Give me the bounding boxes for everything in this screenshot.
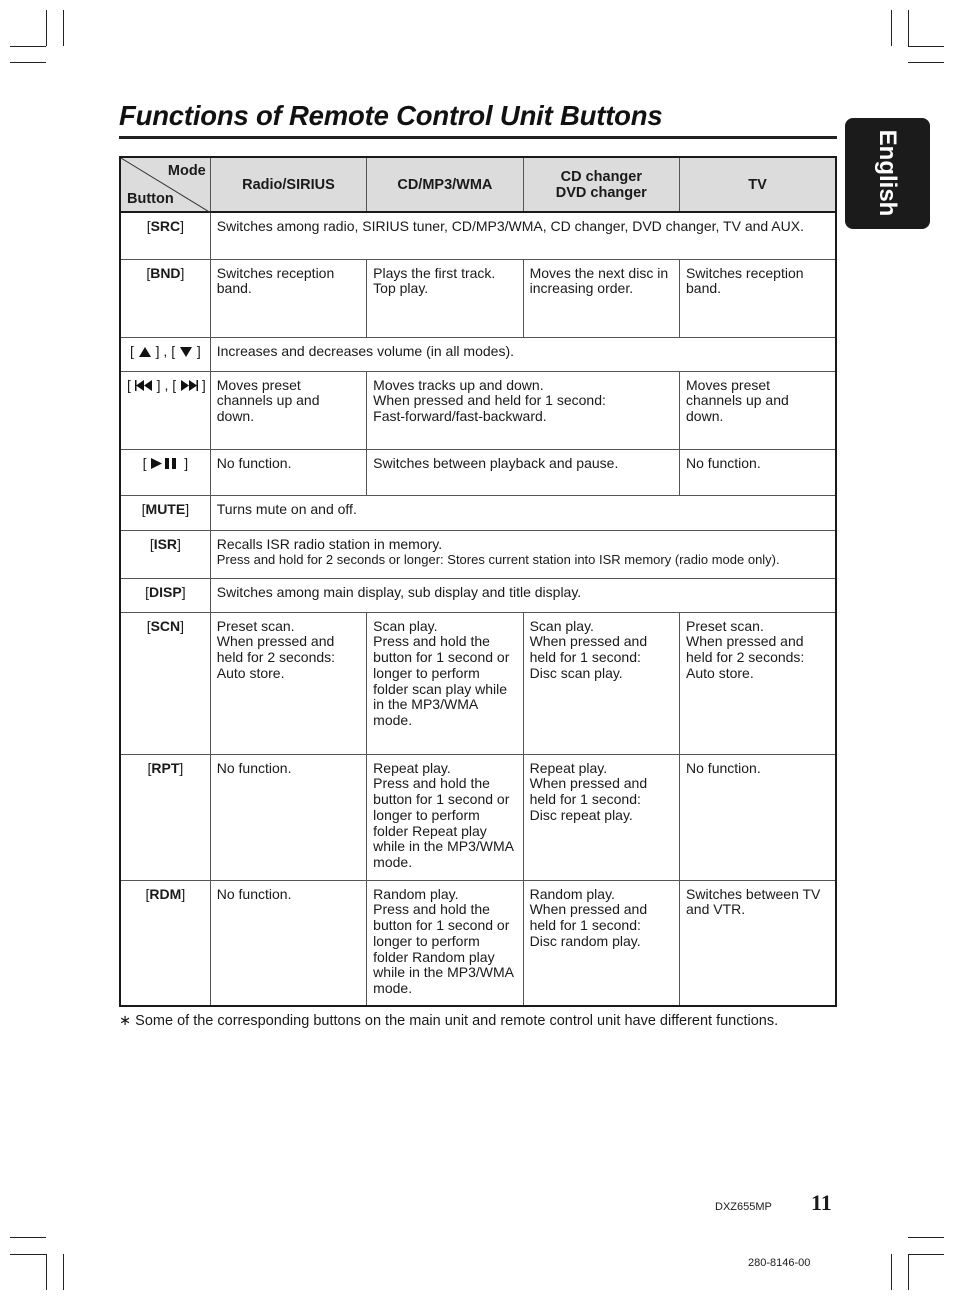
crop-mark [10,1254,46,1255]
page-title: Functions of Remote Control Unit Buttons [119,100,663,131]
crop-mark [10,62,46,63]
language-tab [845,118,930,229]
play-tv: No function. [680,449,836,495]
crop-mark [891,10,892,46]
part-number: 280-8146-00 [748,1257,811,1269]
bnd-cd: Plays the first track. Top play. [367,259,523,337]
scn-changer: Scan play. When pressed and held for 1 second: Disc scan play. [523,612,679,754]
model-number: DXZ655MP [715,1201,772,1213]
src-description: Switches among radio, SIRIUS tuner, CD/MP3/WMA, CD changer, DVD changer, TV and AUX. [210,212,836,259]
mute-description: Turns mute on and off. [210,495,836,530]
column-cd-mp3-wma: CD/MP3/WMA [367,157,523,212]
button-label: Button [127,191,174,207]
scn-cd: Scan play. Press and hold the button for 1 second or longer to perform folder scan play while in the MP3/WMA mode. [367,612,523,754]
rpt-cd: Repeat play. Press and hold the button for 1 second or longer to perform folder Repeat play while in the MP3/WMA mode. [367,754,523,880]
skip-back-icon [135,379,153,392]
footnote: ∗ Some of the corresponding buttons on the main unit and remote control unit have different functions. [119,1013,779,1029]
rdm-radio: No function. [210,880,366,1006]
table-row [120,259,836,337]
table-row [120,578,836,612]
crop-mark [908,10,909,46]
crop-mark [908,1254,944,1255]
table-row [120,212,836,259]
button-isr: [ISR] [120,530,210,578]
skip-radio: Moves preset channels up and down. [210,371,366,449]
rdm-changer: Random play. When pressed and held for 1 second: Disc random play. [523,880,679,1006]
button-rdm: [RDM] [120,880,210,1006]
button-scn: [SCN] [120,612,210,754]
table-row [120,754,836,880]
rpt-tv: No function. [680,754,836,880]
table-row [120,880,836,1006]
disp-description: Switches among main display, sub display and title display. [210,578,836,612]
crop-mark [10,46,46,47]
rpt-changer: Repeat play. When pressed and held for 1 second: Disc repeat play. [523,754,679,880]
column-tv: TV [680,157,836,212]
button-bnd: [BND] [120,259,210,337]
triangle-down-icon [179,346,193,358]
column-cd-dvd-changer: CD changer DVD changer [523,157,679,212]
button-volume: [ ] , [ ] [120,337,210,371]
crop-mark [46,1254,47,1290]
scn-tv: Preset scan. When pressed and held for 2 seconds: Auto store. [680,612,836,754]
bnd-radio: Switches reception band. [210,259,366,337]
isr-line-1: Recalls ISR radio station in memory. [216,535,443,552]
table-row [120,337,836,371]
button-play-pause: [ ] [120,449,210,495]
rdm-tv: Switches between TV and VTR. [680,880,836,1006]
triangle-up-icon [138,346,152,358]
play-pause-icon [150,457,180,470]
crop-mark [908,46,944,47]
play-radio: No function. [210,449,366,495]
crop-mark [10,1237,46,1238]
table-row [120,612,836,754]
crop-mark [908,1237,944,1238]
header-row [120,157,836,212]
scn-radio: Preset scan. When pressed and held for 2 seconds: Auto store. [210,612,366,754]
crop-mark [908,1254,909,1290]
crop-mark [63,1254,64,1290]
button-src: [SRC] [120,212,210,259]
table-row [120,449,836,495]
bnd-changer: Moves the next disc in increasing order. [523,259,679,337]
language-tab-label: English [874,129,901,217]
isr-description [210,530,836,578]
table-row [120,371,836,449]
rpt-radio: No function. [210,754,366,880]
mode-button-header [120,157,210,212]
skip-cd-changer: Moves tracks up and down. When pressed and held for 1 second: Fast-forward/fast-backward. [367,371,680,449]
skip-tv: Moves preset channels up and down. [680,371,836,449]
crop-mark [63,10,64,46]
isr-line-2: Press and hold for 2 seconds or longer: Stores current station into ISR memory (radio mode only). [216,552,780,568]
mode-label: Mode [167,163,206,179]
crop-mark [891,1254,892,1290]
page-number: 11 [811,1190,832,1215]
button-rpt: [RPT] [120,754,210,880]
rdm-cd: Random play. Press and hold the button for 1 second or longer to perform folder Random play while in the MP3/WMA mode. [367,880,523,1006]
remote-functions-table [119,156,837,1007]
button-mute: [MUTE] [120,495,210,530]
button-skip: [ ] , [ ] [120,371,210,449]
table-row [120,495,836,530]
table-row [120,530,836,578]
button-disp: [DISP] [120,578,210,612]
bnd-tv: Switches reception band. [680,259,836,337]
column-radio-sirius: Radio/SIRIUS [210,157,366,212]
crop-mark [908,62,944,63]
play-cd-changer: Switches between playback and pause. [367,449,680,495]
volume-description: Increases and decreases volume (in all modes). [210,337,836,371]
crop-mark [46,10,47,46]
skip-forward-icon [180,379,198,392]
title-rule [119,136,837,139]
